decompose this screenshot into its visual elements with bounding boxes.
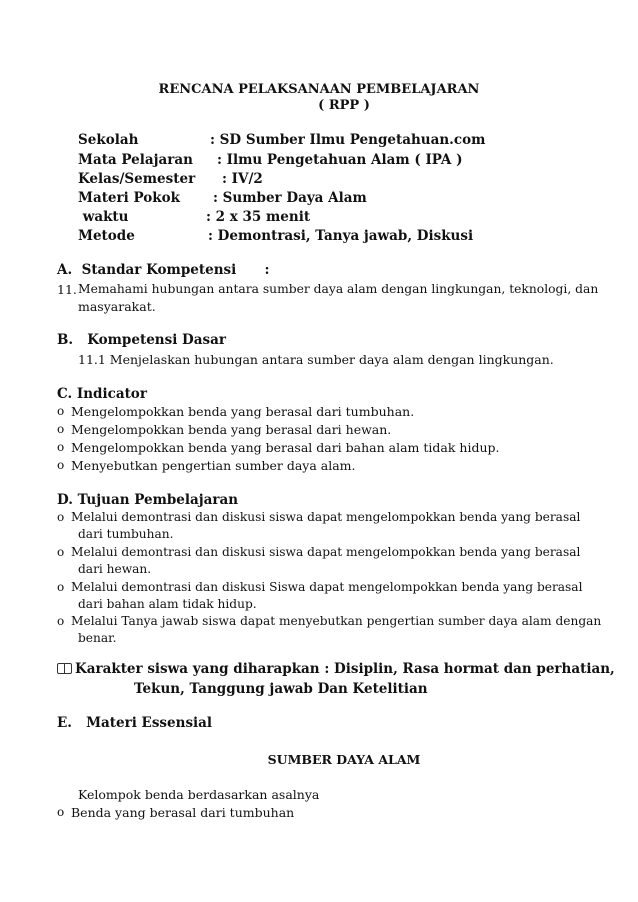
karakter-line1-wrap bbox=[57, 661, 615, 677]
section-d-heading: D. Tujuan Pembelajaran bbox=[57, 492, 239, 508]
bullet-marker: o bbox=[57, 422, 65, 436]
section-a-line2: masyarakat. bbox=[78, 299, 156, 314]
bullet-marker: o bbox=[57, 805, 65, 819]
book-icon bbox=[57, 663, 72, 674]
materi-title: SUMBER DAYA ALAM bbox=[267, 752, 421, 767]
objective-item-line1: Melalui demontrasi dan diskusi Siswa dapat mengelompokkan benda yang berasal bbox=[71, 580, 583, 594]
info-label-waktu: waktu bbox=[78, 209, 129, 225]
bullet-marker: o bbox=[57, 404, 65, 418]
info-label-materi-pokok: Materi Pokok bbox=[78, 190, 180, 206]
objective-item-line1: Melalui Tanya jawab siswa dapat menyebutkan pengertian sumber daya alam dengan bbox=[71, 614, 602, 628]
section-a-line1: Memahami hubungan antara sumber daya alam dengan lingkungan, teknologi, dan bbox=[78, 282, 599, 296]
document-subtitle: ( RPP ) bbox=[318, 98, 370, 113]
info-value-metode: : Demontrasi, Tanya jawab, Diskusi bbox=[208, 228, 474, 244]
section-b-line1: 11.1 Menjelaskan hubungan antara sumber daya alam dengan lingkungan. bbox=[78, 352, 554, 367]
section-e-heading: E. Materi Essensial bbox=[57, 715, 213, 731]
info-label-sekolah: Sekolah bbox=[78, 132, 139, 148]
indicator-item: Mengelompokkan benda yang berasal dari hewan. bbox=[71, 422, 392, 437]
info-label-mata-pelajaran: Mata Pelajaran bbox=[78, 152, 193, 168]
objective-item-line2: benar. bbox=[78, 631, 117, 645]
materi-bullet: Benda yang berasal dari tumbuhan bbox=[71, 805, 295, 820]
section-c-heading: C. Indicator bbox=[57, 386, 147, 402]
objective-item-line1: Melalui demontrasi dan diskusi siswa dapat mengelompokkan benda yang berasal bbox=[71, 545, 581, 559]
indicator-item: Mengelompokkan benda yang berasal dari bahan alam tidak hidup. bbox=[71, 440, 500, 455]
objective-item-line2: dari bahan alam tidak hidup. bbox=[78, 597, 257, 611]
info-label-metode: Metode bbox=[78, 228, 135, 244]
info-value-sekolah: : SD Sumber Ilmu Pengetahuan.com bbox=[210, 132, 486, 148]
bullet-marker: o bbox=[57, 545, 65, 559]
objective-item-line2: dari tumbuhan. bbox=[78, 527, 174, 541]
objective-item-line2: dari hewan. bbox=[78, 562, 152, 576]
bullet-marker: o bbox=[57, 510, 65, 524]
info-value-waktu: : 2 x 35 menit bbox=[206, 209, 311, 225]
materi-intro: Kelompok benda berdasarkan asalnya bbox=[78, 787, 320, 802]
bullet-marker: o bbox=[57, 440, 65, 454]
info-value-materi-pokok: : Sumber Daya Alam bbox=[213, 190, 367, 206]
section-b-heading: B. Kompetensi Dasar bbox=[57, 332, 226, 348]
indicator-item: Menyebutkan pengertian sumber daya alam. bbox=[71, 458, 356, 473]
section-a-heading: A. Standar Kompetensi : bbox=[57, 262, 270, 278]
karakter-line1: Karakter siswa yang diharapkan : Disiplin, Rasa hormat dan perhatian, bbox=[75, 661, 615, 677]
info-value-kelas-semester: : IV/2 bbox=[222, 171, 263, 187]
indicator-item: Mengelompokkan benda yang berasal dari tumbuhan. bbox=[71, 404, 415, 419]
bullet-marker: o bbox=[57, 580, 65, 594]
bullet-marker: o bbox=[57, 458, 65, 472]
karakter-line2: Tekun, Tanggung jawab Dan Ketelitian bbox=[134, 681, 428, 697]
document-title: RENCANA PELAKSANAAN PEMBELAJARAN bbox=[158, 82, 480, 97]
objective-item-line1: Melalui demontrasi dan diskusi siswa dapat mengelompokkan benda yang berasal bbox=[71, 510, 581, 524]
info-label-kelas-semester: Kelas/Semester bbox=[78, 171, 196, 187]
section-a-number: 11. bbox=[57, 282, 77, 297]
info-value-mata-pelajaran: : Ilmu Pengetahuan Alam ( IPA ) bbox=[217, 152, 463, 168]
bullet-marker: o bbox=[57, 614, 65, 628]
